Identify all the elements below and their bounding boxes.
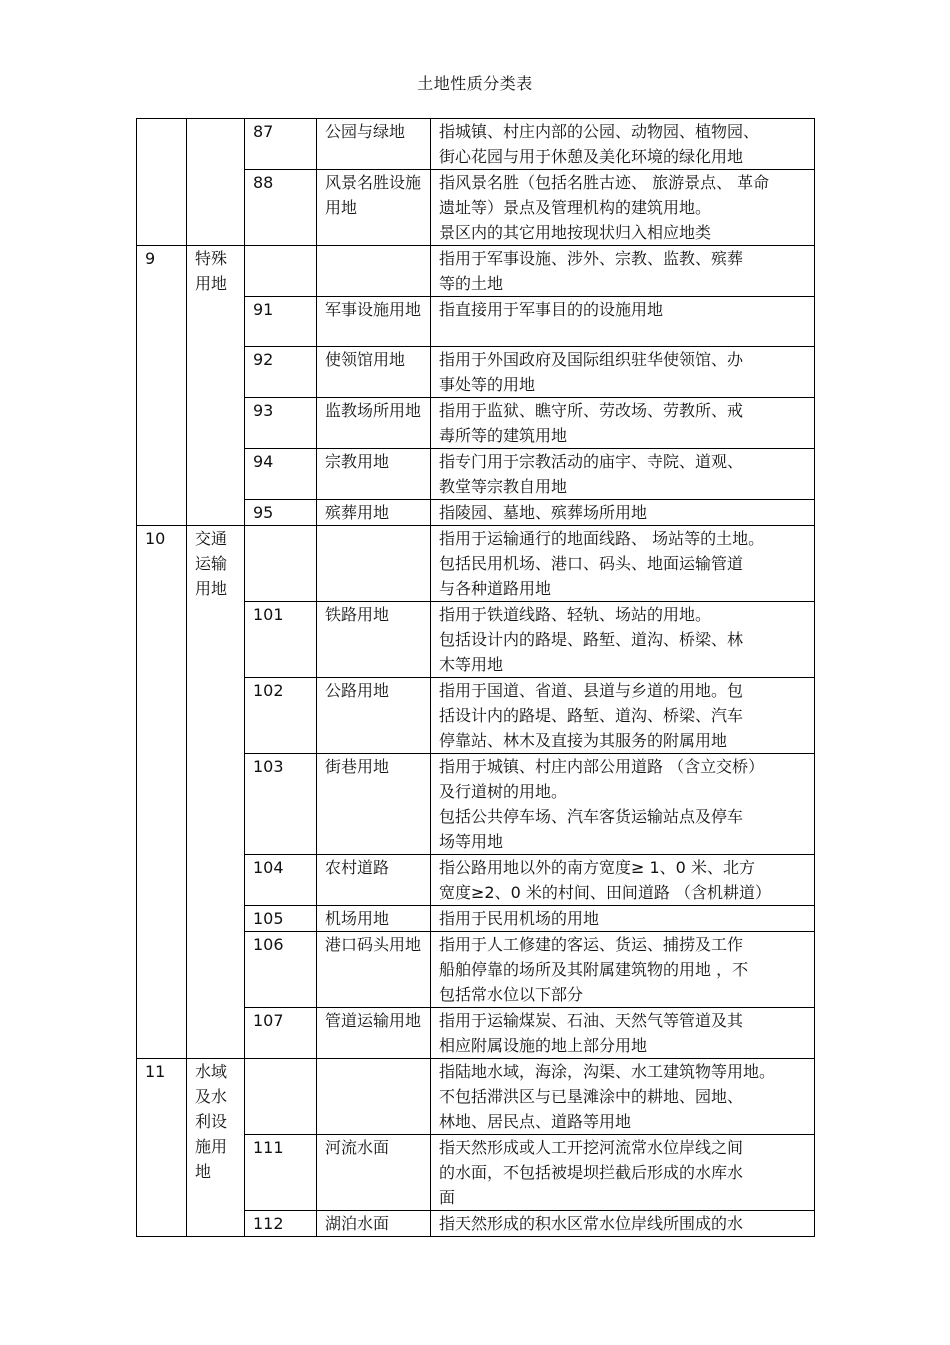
description-cell (431, 398, 815, 449)
description-line: 场等用地 (439, 832, 504, 851)
description-line: 与各种道路用地 (439, 579, 552, 598)
description-cell (431, 1008, 815, 1059)
description-cell (431, 678, 815, 754)
description-line: 教堂等宗教自用地 (439, 477, 568, 496)
description-line: 指用于城镇、村庄内部公用道路 （含立交桥） (439, 757, 765, 776)
description-cell (431, 602, 815, 678)
code-cell (245, 246, 317, 297)
description-cell (431, 906, 815, 932)
description-cell (431, 526, 815, 602)
code-cell (245, 1059, 317, 1135)
description-line: 指城镇、村庄内部的公园、动物园、植物园、 (439, 122, 760, 141)
major-name-cell: 水域及水利设施用地 (187, 1059, 245, 1237)
description-line: 包括常水位以下部分 (439, 985, 584, 1004)
description-line: 指用于运输通行的地面线路、 场站等的土地。 (439, 529, 765, 548)
major-code-cell (137, 119, 187, 246)
description-line: 等的土地 (439, 274, 504, 293)
name-cell (317, 1059, 431, 1135)
name-cell: 港口码头用地 (317, 932, 431, 1008)
description-cell (431, 170, 815, 246)
description-line: 指陆地水域，海涂，沟渠、水工建筑物等用地。 (439, 1062, 776, 1081)
land-classification-table (136, 118, 815, 1237)
description-line: 停靠站、林木及直接为其服务的附属用地 (439, 731, 728, 750)
description-line: 指用于铁道线路、轻轨、场站的用地。 (439, 605, 712, 624)
code-cell: 92 (245, 347, 317, 398)
code-cell: 107 (245, 1008, 317, 1059)
name-cell (317, 246, 431, 297)
description-cell (431, 1135, 815, 1211)
table-row (137, 1059, 815, 1135)
description-line: 的水面，不包括被堤坝拦截后形成的水库水 (439, 1163, 744, 1182)
major-name-cell (187, 119, 245, 246)
description-line: 指用于军事设施、涉外、宗教、监教、殡葬 (439, 249, 744, 268)
code-cell: 91 (245, 297, 317, 347)
code-cell: 112 (245, 1211, 317, 1237)
description-line: 船舶停靠的场所及其附属建筑物的用地 ，不 (439, 960, 749, 979)
description-line: 及行道树的用地。 (439, 782, 568, 801)
description-line: 面 (439, 1188, 456, 1207)
code-cell: 95 (245, 500, 317, 526)
description-cell (431, 1211, 815, 1237)
description-line: 街心花园与用于休憩及美化环境的绿化用地 (439, 147, 744, 166)
code-cell: 106 (245, 932, 317, 1008)
description-line: 指直接用于军事目的的设施用地 (439, 300, 664, 319)
description-line: 毒所等的建筑用地 (439, 426, 568, 445)
description-line: 括设计内的路堤、路堑、道沟、桥梁、汽车 (439, 706, 744, 725)
major-code-cell: 11 (137, 1059, 187, 1237)
table-row (137, 246, 815, 297)
name-cell (317, 526, 431, 602)
name-cell: 铁路用地 (317, 602, 431, 678)
code-cell: 101 (245, 602, 317, 678)
description-line: 指天然形成或人工开挖河流常水位岸线之间 (439, 1138, 744, 1157)
description-line: 相应附属设施的地上部分用地 (439, 1036, 648, 1055)
code-cell (245, 526, 317, 602)
description-cell (431, 500, 815, 526)
description-cell (431, 855, 815, 906)
description-line: 包括民用机场、港口、码头、地面运输管道 (439, 554, 744, 573)
code-cell: 111 (245, 1135, 317, 1211)
name-cell: 殡葬用地 (317, 500, 431, 526)
description-line: 林地、居民点、道路等用地 (439, 1112, 632, 1131)
major-code-cell: 9 (137, 246, 187, 526)
description-line: 指用于人工修建的客运、货运、捕捞及工作 (439, 935, 744, 954)
code-cell: 94 (245, 449, 317, 500)
code-cell: 87 (245, 119, 317, 170)
description-line: 指用于外国政府及国际组织驻华使领馆、办 (439, 350, 744, 369)
description-cell (431, 449, 815, 500)
description-cell (431, 347, 815, 398)
major-name-cell: 特殊用地 (187, 246, 245, 526)
description-cell (431, 1059, 815, 1135)
description-line: 指用于监狱、瞧守所、劳改场、劳教所、戒 (439, 401, 744, 420)
name-cell: 公园与绿地 (317, 119, 431, 170)
name-cell: 监教场所用地 (317, 398, 431, 449)
table-row (137, 119, 815, 170)
description-line: 宽度≥2、0 米的村间、田间道路 （含机耕道） (439, 883, 771, 902)
table-body (137, 119, 815, 1237)
name-cell: 使领馆用地 (317, 347, 431, 398)
page-title: 土地性质分类表 (417, 74, 533, 93)
code-cell: 103 (245, 754, 317, 855)
description-cell (431, 754, 815, 855)
name-cell: 湖泊水面 (317, 1211, 431, 1237)
description-line: 不包括滞洪区与已垦滩涂中的耕地、园地、 (439, 1087, 744, 1106)
description-line: 遗址等）景点及管理机构的建筑用地。 (439, 198, 712, 217)
name-cell: 机场用地 (317, 906, 431, 932)
description-line: 指公路用地以外的南方宽度≥ 1、0 米、北方 (439, 858, 755, 877)
code-cell: 102 (245, 678, 317, 754)
description-line: 景区内的其它用地按现状归入相应地类 (439, 223, 712, 242)
name-cell: 农村道路 (317, 855, 431, 906)
code-cell: 105 (245, 906, 317, 932)
name-cell: 河流水面 (317, 1135, 431, 1211)
description-cell (431, 246, 815, 297)
description-line: 指陵园、墓地、殡葬场所用地 (439, 503, 648, 522)
major-name-cell: 交通运输用地 (187, 526, 245, 1059)
description-line: 包括设计内的路堤、路堑、道沟、桥梁、林 (439, 630, 744, 649)
name-cell: 风景名胜设施用地 (317, 170, 431, 246)
description-line: 指用于民用机场的用地 (439, 909, 600, 928)
description-line: 指用于运输煤炭、石油、天然气等管道及其 (439, 1011, 744, 1030)
description-line: 指用于国道、省道、县道与乡道的用地。包 (439, 681, 744, 700)
table-row (137, 526, 815, 602)
code-cell: 88 (245, 170, 317, 246)
description-line: 木等用地 (439, 655, 504, 674)
description-line: 事处等的用地 (439, 375, 536, 394)
code-cell: 93 (245, 398, 317, 449)
name-cell: 宗教用地 (317, 449, 431, 500)
description-cell (431, 119, 815, 170)
name-cell: 公路用地 (317, 678, 431, 754)
name-cell: 管道运输用地 (317, 1008, 431, 1059)
description-line: 指风景名胜（包括名胜古迹、 旅游景点、 革命 (439, 173, 770, 192)
major-code-cell: 10 (137, 526, 187, 1059)
description-cell (431, 297, 815, 347)
code-cell: 104 (245, 855, 317, 906)
description-line: 指天然形成的积水区常水位岸线所围成的水 (439, 1214, 744, 1233)
description-line: 指专门用于宗教活动的庙宇、寺院、道观、 (439, 452, 744, 471)
description-cell (431, 932, 815, 1008)
name-cell: 街巷用地 (317, 754, 431, 855)
description-line: 包括公共停车场、汽车客货运输站点及停车 (439, 807, 744, 826)
name-cell: 军事设施用地 (317, 297, 431, 347)
